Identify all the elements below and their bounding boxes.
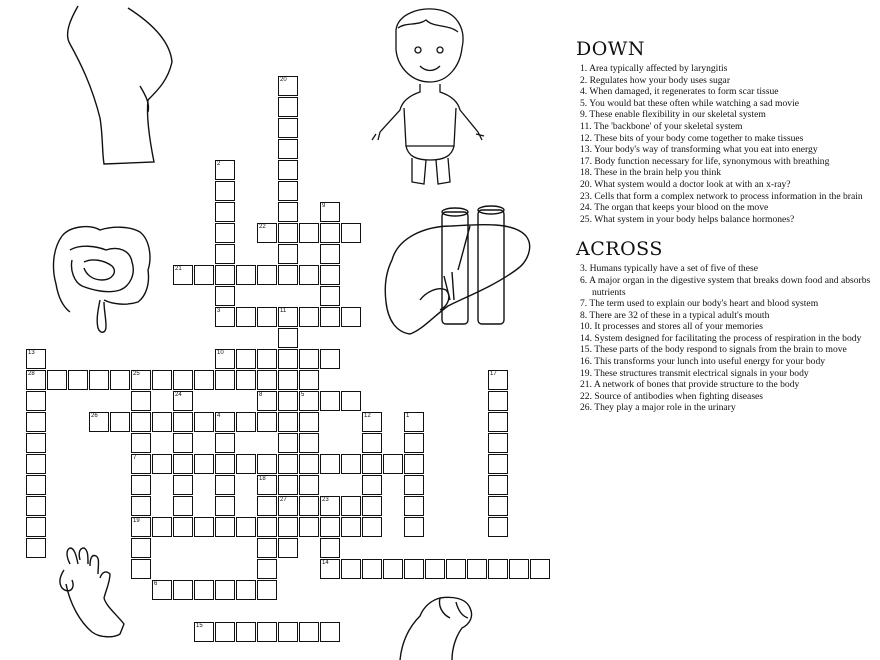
grid-cell[interactable] xyxy=(278,475,298,495)
down-clue-list xyxy=(574,63,874,225)
grid-cell[interactable] xyxy=(173,370,193,390)
grid-cell[interactable] xyxy=(488,391,508,411)
grid-cell[interactable] xyxy=(488,517,508,537)
grid-cell[interactable] xyxy=(299,307,319,327)
grid-cell[interactable] xyxy=(257,349,277,369)
grid-cell[interactable] xyxy=(299,349,319,369)
clue-number: 6 xyxy=(154,581,158,587)
grid-cell[interactable] xyxy=(26,433,46,453)
grid-cell[interactable] xyxy=(194,454,214,474)
grid-cell[interactable] xyxy=(131,538,151,558)
grid-cell[interactable] xyxy=(257,475,277,495)
clue-number: 10 xyxy=(217,350,224,356)
clue-item: 10. It processes and stores all of your memories xyxy=(580,321,764,333)
grid-cell[interactable] xyxy=(152,412,172,432)
grid-cell[interactable] xyxy=(299,622,319,642)
grid-cell[interactable] xyxy=(404,517,424,537)
grid-cell[interactable] xyxy=(131,559,151,579)
clue-number: 11 xyxy=(280,308,287,314)
grid-cell[interactable] xyxy=(362,454,382,474)
grid-cell[interactable] xyxy=(173,454,193,474)
grid-cell[interactable] xyxy=(236,454,256,474)
clue-item: 7. The term used to explain our body's heart and blood system xyxy=(580,298,819,310)
grid-cell[interactable] xyxy=(173,496,193,516)
grid-cell[interactable] xyxy=(257,580,277,600)
grid-cell[interactable] xyxy=(278,412,298,432)
grid-cell[interactable] xyxy=(278,391,298,411)
grid-cell[interactable] xyxy=(131,454,151,474)
clue-item: 6. A major organ in the digestive system that breaks down food and absorbs nutrients xyxy=(580,274,871,298)
clue-number: 15 xyxy=(196,623,203,629)
grid-cell[interactable] xyxy=(362,475,382,495)
grid-cell[interactable] xyxy=(320,349,340,369)
grid-cell[interactable] xyxy=(215,307,235,327)
grid-cell[interactable] xyxy=(173,412,193,432)
clue-number: 9 xyxy=(322,203,326,209)
grid-cell[interactable] xyxy=(278,307,298,327)
across-title: ACROSS xyxy=(576,238,663,261)
grid-cell[interactable] xyxy=(194,517,214,537)
grid-cell[interactable] xyxy=(173,391,193,411)
grid-cell[interactable] xyxy=(320,244,340,264)
clue-number: 18 xyxy=(259,476,266,482)
grid-cell[interactable] xyxy=(362,559,382,579)
grid-cell[interactable] xyxy=(215,475,235,495)
grid-cell[interactable] xyxy=(194,580,214,600)
clue-item: 16. This transforms your lunch into useful energy for your body xyxy=(580,356,826,368)
grid-cell[interactable] xyxy=(152,580,172,600)
grid-cell[interactable] xyxy=(278,76,298,96)
grid-cell[interactable] xyxy=(257,223,277,243)
grid-cell[interactable] xyxy=(320,538,340,558)
grid-cell[interactable] xyxy=(341,391,361,411)
grid-cell[interactable] xyxy=(194,622,214,642)
grid-cell[interactable] xyxy=(236,370,256,390)
grid-cell[interactable] xyxy=(215,580,235,600)
clue-item: 24. The organ that keeps your blood on the move xyxy=(580,202,769,214)
grid-cell[interactable] xyxy=(299,454,319,474)
clue-item: 5. You would bat these often while watching a sad movie xyxy=(580,97,800,109)
clue-item: 1. Area typically affected by laryngitis xyxy=(580,63,728,74)
grid-cell[interactable] xyxy=(446,559,466,579)
clue-item: 15. These parts of the body respond to signals from the brain to move xyxy=(580,344,847,356)
grid-cell[interactable] xyxy=(152,454,172,474)
grid-cell[interactable] xyxy=(236,622,256,642)
grid-cell[interactable] xyxy=(278,328,298,348)
clue-number: 24 xyxy=(175,392,182,398)
grid-cell[interactable] xyxy=(215,412,235,432)
grid-cell[interactable] xyxy=(215,202,235,222)
across-section xyxy=(574,238,874,414)
clue-panel xyxy=(574,38,874,414)
grid-cell[interactable] xyxy=(278,265,298,285)
grid-cell[interactable] xyxy=(236,412,256,432)
grid-cell[interactable] xyxy=(278,97,298,117)
grid-cell[interactable] xyxy=(257,454,277,474)
grid-cell[interactable] xyxy=(257,307,277,327)
grid-cell[interactable] xyxy=(26,370,46,390)
grid-cell[interactable] xyxy=(152,517,172,537)
clue-number: 1 xyxy=(406,413,410,419)
grid-cell[interactable] xyxy=(509,559,529,579)
clue-item: 2. Regulates how your body uses sugar xyxy=(580,74,731,86)
grid-cell[interactable] xyxy=(131,391,151,411)
grid-cell[interactable] xyxy=(215,265,235,285)
grid-cell[interactable] xyxy=(257,265,277,285)
grid-cell[interactable] xyxy=(299,475,319,495)
grid-cell[interactable] xyxy=(278,223,298,243)
clue-number: 26 xyxy=(91,413,98,419)
grid-cell[interactable] xyxy=(215,622,235,642)
grid-cell[interactable] xyxy=(257,622,277,642)
grid-cell[interactable] xyxy=(299,223,319,243)
grid-cell[interactable] xyxy=(173,265,193,285)
clue-number: 19 xyxy=(133,518,140,524)
grid-cell[interactable] xyxy=(215,433,235,453)
grid-cell[interactable] xyxy=(341,454,361,474)
grid-cell[interactable] xyxy=(257,391,277,411)
grid-cell[interactable] xyxy=(26,454,46,474)
grid-cell[interactable] xyxy=(488,433,508,453)
grid-cell[interactable] xyxy=(341,517,361,537)
grid-cell[interactable] xyxy=(131,412,151,432)
grid-cell[interactable] xyxy=(320,622,340,642)
clue-item: 18. These in the brain help you think xyxy=(580,167,722,179)
grid-cell[interactable] xyxy=(215,223,235,243)
grid-cell[interactable] xyxy=(26,391,46,411)
grid-cell[interactable] xyxy=(341,223,361,243)
clue-number: 7 xyxy=(133,455,137,461)
grid-cell[interactable] xyxy=(278,160,298,180)
grid-cell[interactable] xyxy=(320,307,340,327)
clue-number: 23 xyxy=(322,497,329,503)
grid-cell[interactable] xyxy=(404,412,424,432)
clue-item: 23. Cells that form a complex network to process information in the brain xyxy=(580,190,863,202)
clue-number: 8 xyxy=(259,392,263,398)
grid-cell[interactable] xyxy=(278,181,298,201)
down-section xyxy=(574,38,874,225)
grid-cell[interactable] xyxy=(215,286,235,306)
grid-cell[interactable] xyxy=(299,517,319,537)
grid-cell[interactable] xyxy=(278,433,298,453)
grid-cell[interactable] xyxy=(215,496,235,516)
grid-cell[interactable] xyxy=(215,349,235,369)
grid-cell[interactable] xyxy=(278,349,298,369)
grid-cell[interactable] xyxy=(404,454,424,474)
grid-cell[interactable] xyxy=(299,412,319,432)
grid-cell[interactable] xyxy=(320,202,340,222)
grid-cell[interactable] xyxy=(404,475,424,495)
grid-cell[interactable] xyxy=(278,370,298,390)
grid-cell[interactable] xyxy=(320,286,340,306)
grid-cell[interactable] xyxy=(341,496,361,516)
grid-cell[interactable] xyxy=(215,517,235,537)
grid-cell[interactable] xyxy=(131,433,151,453)
clue-item: 21. A network of bones that provide structure to the body xyxy=(580,379,800,391)
clue-item: 19. These structures transmit electrical signals in your body xyxy=(580,367,809,379)
clue-item: 25. What system in your body helps balance hormones? xyxy=(580,213,795,225)
grid-cell[interactable] xyxy=(173,517,193,537)
clue-number: 5 xyxy=(301,392,305,398)
grid-cell[interactable] xyxy=(236,307,256,327)
clue-item: 17. Body function necessary for life, synonymous with breathing xyxy=(580,155,830,167)
grid-cell[interactable] xyxy=(278,538,298,558)
grid-cell[interactable] xyxy=(362,517,382,537)
grid-cell[interactable] xyxy=(320,517,340,537)
clue-item: 11. The 'backbone' of your skeletal system xyxy=(580,120,743,132)
grid-cell[interactable] xyxy=(320,559,340,579)
clue-number: 14 xyxy=(322,560,329,566)
clue-number: 3 xyxy=(217,308,221,314)
grid-cell[interactable] xyxy=(257,412,277,432)
clue-item: 20. What system would a doctor look at with an x-ray? xyxy=(580,178,791,190)
grid-cell[interactable] xyxy=(425,559,445,579)
clue-item: 9. These enable flexibility in our skeletal system xyxy=(580,109,766,121)
clue-item: 26. They play a major role in the urinary xyxy=(580,402,736,414)
grid-cell[interactable] xyxy=(362,412,382,432)
grid-cell[interactable] xyxy=(131,475,151,495)
grid-cell[interactable] xyxy=(320,391,340,411)
grid-cell[interactable] xyxy=(215,370,235,390)
clue-item: 12. These bits of your body come together to make tissues xyxy=(580,132,804,144)
clue-item: 3. Humans typically have a set of five of these xyxy=(580,263,758,275)
clue-number: 22 xyxy=(259,224,266,230)
grid-cell[interactable] xyxy=(194,412,214,432)
grid-cell[interactable] xyxy=(110,412,130,432)
grid-cell[interactable] xyxy=(131,517,151,537)
grid-cell[interactable] xyxy=(320,496,340,516)
grid-cell[interactable] xyxy=(488,475,508,495)
grid-cell[interactable] xyxy=(404,496,424,516)
grid-cell[interactable] xyxy=(383,454,403,474)
grid-cell[interactable] xyxy=(299,265,319,285)
down-title: DOWN xyxy=(576,38,645,60)
grid-cell[interactable] xyxy=(341,307,361,327)
grid-cell[interactable] xyxy=(110,370,130,390)
grid-cell[interactable] xyxy=(215,160,235,180)
grid-cell[interactable] xyxy=(257,370,277,390)
grid-cell[interactable] xyxy=(236,517,256,537)
clue-number: 17 xyxy=(490,371,497,377)
grid-cell[interactable] xyxy=(299,370,319,390)
grid-cell[interactable] xyxy=(215,454,235,474)
grid-cell[interactable] xyxy=(404,559,424,579)
grid-cell[interactable] xyxy=(278,622,298,642)
grid-cell[interactable] xyxy=(488,454,508,474)
grid-cell[interactable] xyxy=(257,559,277,579)
grid-cell[interactable] xyxy=(488,559,508,579)
grid-cell[interactable] xyxy=(257,496,277,516)
grid-cell[interactable] xyxy=(173,580,193,600)
clue-number: 28 xyxy=(28,371,35,377)
grid-cell[interactable] xyxy=(257,538,277,558)
clue-item: 13. Your body's way of transforming what you eat into energy xyxy=(580,144,818,156)
grid-cell[interactable] xyxy=(89,412,109,432)
grid-cell[interactable] xyxy=(215,244,235,264)
grid-cell[interactable] xyxy=(299,391,319,411)
grid-cell[interactable] xyxy=(173,433,193,453)
grid-cell[interactable] xyxy=(278,139,298,159)
grid-cell[interactable] xyxy=(215,181,235,201)
grid-cell[interactable] xyxy=(278,454,298,474)
grid-cell[interactable] xyxy=(236,349,256,369)
grid-cell[interactable] xyxy=(26,475,46,495)
grid-cell[interactable] xyxy=(488,370,508,390)
grid-cell[interactable] xyxy=(299,496,319,516)
grid-cell[interactable] xyxy=(278,118,298,138)
grid-cell[interactable] xyxy=(404,433,424,453)
clue-number: 25 xyxy=(133,371,140,377)
clue-number: 27 xyxy=(280,497,287,503)
grid-cell[interactable] xyxy=(278,244,298,264)
grid-cell[interactable] xyxy=(278,496,298,516)
grid-cell[interactable] xyxy=(47,370,67,390)
grid-cell[interactable] xyxy=(236,580,256,600)
grid-cell[interactable] xyxy=(278,517,298,537)
grid-cell[interactable] xyxy=(89,370,109,390)
grid-cell[interactable] xyxy=(320,265,340,285)
grid-cell[interactable] xyxy=(26,496,46,516)
grid-cell[interactable] xyxy=(26,349,46,369)
clue-item: 4. When damaged, it regenerates to form scar tissue xyxy=(580,86,779,98)
grid-cell[interactable] xyxy=(68,370,88,390)
clue-item: 22. Source of antibodies when fighting diseases xyxy=(580,390,764,402)
grid-cell[interactable] xyxy=(383,559,403,579)
clue-number: 2 xyxy=(217,161,221,167)
grid-cell[interactable] xyxy=(467,559,487,579)
grid-cell[interactable] xyxy=(152,370,172,390)
grid-cell[interactable] xyxy=(488,412,508,432)
grid-cell[interactable] xyxy=(131,370,151,390)
grid-cell[interactable] xyxy=(530,559,550,579)
grid-cell[interactable] xyxy=(26,538,46,558)
grid-cell[interactable] xyxy=(236,265,256,285)
grid-cell[interactable] xyxy=(341,559,361,579)
grid-cell[interactable] xyxy=(131,496,151,516)
grid-cell[interactable] xyxy=(173,475,193,495)
grid-cell[interactable] xyxy=(257,517,277,537)
grid-cell[interactable] xyxy=(320,454,340,474)
grid-cell[interactable] xyxy=(278,202,298,222)
grid-cell[interactable] xyxy=(26,517,46,537)
clue-number: 4 xyxy=(217,413,221,419)
clue-number: 21 xyxy=(175,266,182,272)
grid-cell[interactable] xyxy=(362,433,382,453)
clue-number: 13 xyxy=(28,350,35,356)
across-clue-list xyxy=(574,263,874,414)
clue-number: 12 xyxy=(364,413,371,419)
grid-cell[interactable] xyxy=(26,412,46,432)
grid-cell[interactable] xyxy=(194,265,214,285)
grid-cell[interactable] xyxy=(362,496,382,516)
grid-cell[interactable] xyxy=(488,496,508,516)
clue-number: 20 xyxy=(280,77,287,83)
clue-item: 8. There are 32 of these in a typical adult's mouth xyxy=(580,309,770,321)
clue-item: 14. System designed for facilitating the process of respiration in the body xyxy=(580,332,862,344)
grid-cell[interactable] xyxy=(194,370,214,390)
grid-cell[interactable] xyxy=(299,433,319,453)
grid-cell[interactable] xyxy=(320,223,340,243)
